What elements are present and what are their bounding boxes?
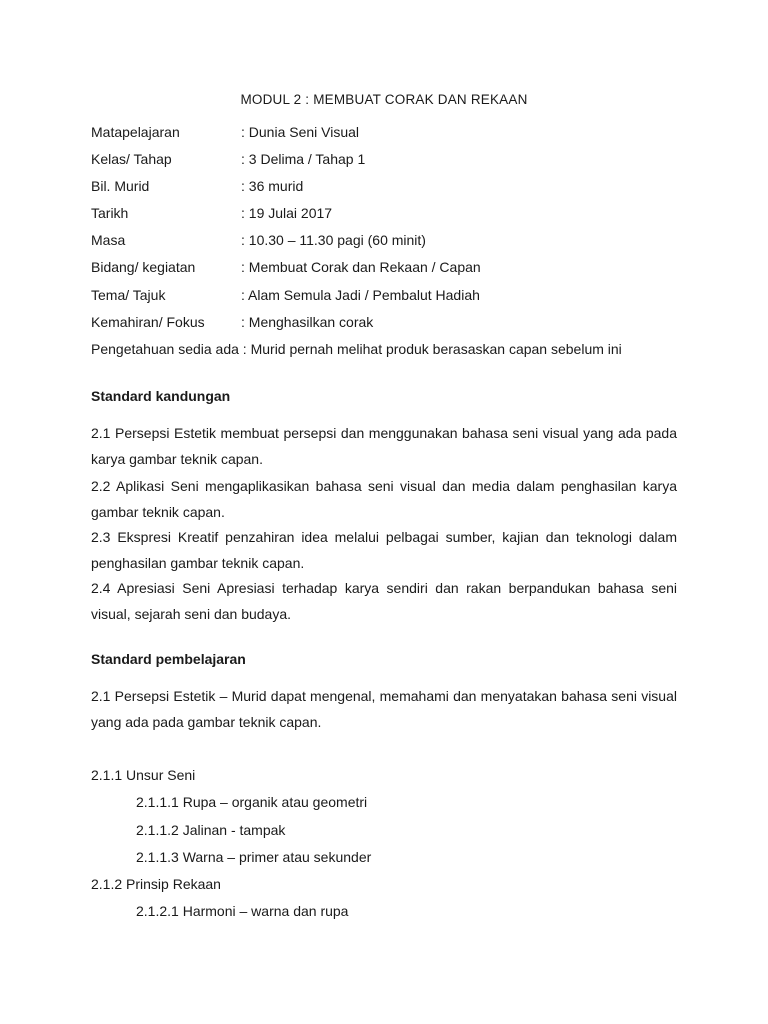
info-value: : 19 Julai 2017 [241, 205, 333, 221]
info-value: : Menghasilkan corak [241, 314, 374, 330]
kandungan-item: 2.1 Persepsi Estetik membuat persepsi dan menggunakan bahasa seni visual yang ada pada karya gambar teknik capan. [91, 425, 677, 467]
info-label: Kemahiran/ Fokus [91, 314, 205, 330]
info-label: Matapelajaran [91, 124, 180, 140]
unsur-seni: 2.1.1 Unsur Seni [91, 767, 196, 783]
unsur-item: 2.1.1.1 Rupa – organik atau geometri [136, 794, 368, 810]
heading-standard-pembelajaran: Standard pembelajaran [91, 651, 246, 667]
heading-standard-kandungan: Standard kandungan [91, 388, 231, 404]
kandungan-item: 2.3 Ekspresi Kreatif penzahiran idea melalui pelbagai sumber, kajian dan teknologi dalam penghasilan gambar teknik capan. [91, 529, 677, 571]
kandungan-item: 2.4 Apresiasi Seni Apresiasi terhadap karya sendiri dan rakan berpandukan bahasa seni visual, sejarah seni dan budaya. [91, 580, 677, 622]
unsur-item: 2.1.1.2 Jalinan - tampak [136, 822, 286, 838]
info-label: Bil. Murid [91, 178, 150, 194]
info-value: : 10.30 – 11.30 pagi (60 minit) [241, 232, 426, 248]
prinsip-rekaan: 2.1.2 Prinsip Rekaan [91, 876, 221, 892]
info-label: Tema/ Tajuk [91, 287, 166, 303]
unsur-item: 2.1.1.3 Warna – primer atau sekunder [136, 849, 372, 865]
prinsip-item: 2.1.2.1 Harmoni – warna dan rupa [136, 903, 349, 919]
info-value: : 36 murid [241, 178, 304, 194]
kandungan-item: 2.2 Aplikasi Seni mengaplikasikan bahasa seni visual dan media dalam penghasilan karya gambar teknik capan. [91, 478, 677, 520]
info-value: : Alam Semula Jadi / Pembalut Hadiah [241, 287, 480, 303]
document-title: MODUL 2 : MEMBUAT CORAK DAN REKAAN [240, 92, 528, 107]
pembelajaran-intro: 2.1 Persepsi Estetik – Murid dapat mengenal, memahami dan menyatakan bahasa seni visual yang ada pada gambar teknik capan. [91, 688, 677, 730]
info-label: Kelas/ Tahap [91, 151, 172, 167]
info-value: : 3 Delima / Tahap 1 [241, 151, 366, 167]
pengetahuan-sedia-ada: Pengetahuan sedia ada : Murid pernah melihat produk berasaskan capan sebelum ini [91, 341, 622, 357]
info-label: Masa [91, 232, 126, 248]
info-value: : Membuat Corak dan Rekaan / Capan [241, 259, 481, 275]
info-label: Tarikh [91, 205, 129, 221]
info-value: : Dunia Seni Visual [241, 124, 360, 140]
info-label: Bidang/ kegiatan [91, 259, 196, 275]
